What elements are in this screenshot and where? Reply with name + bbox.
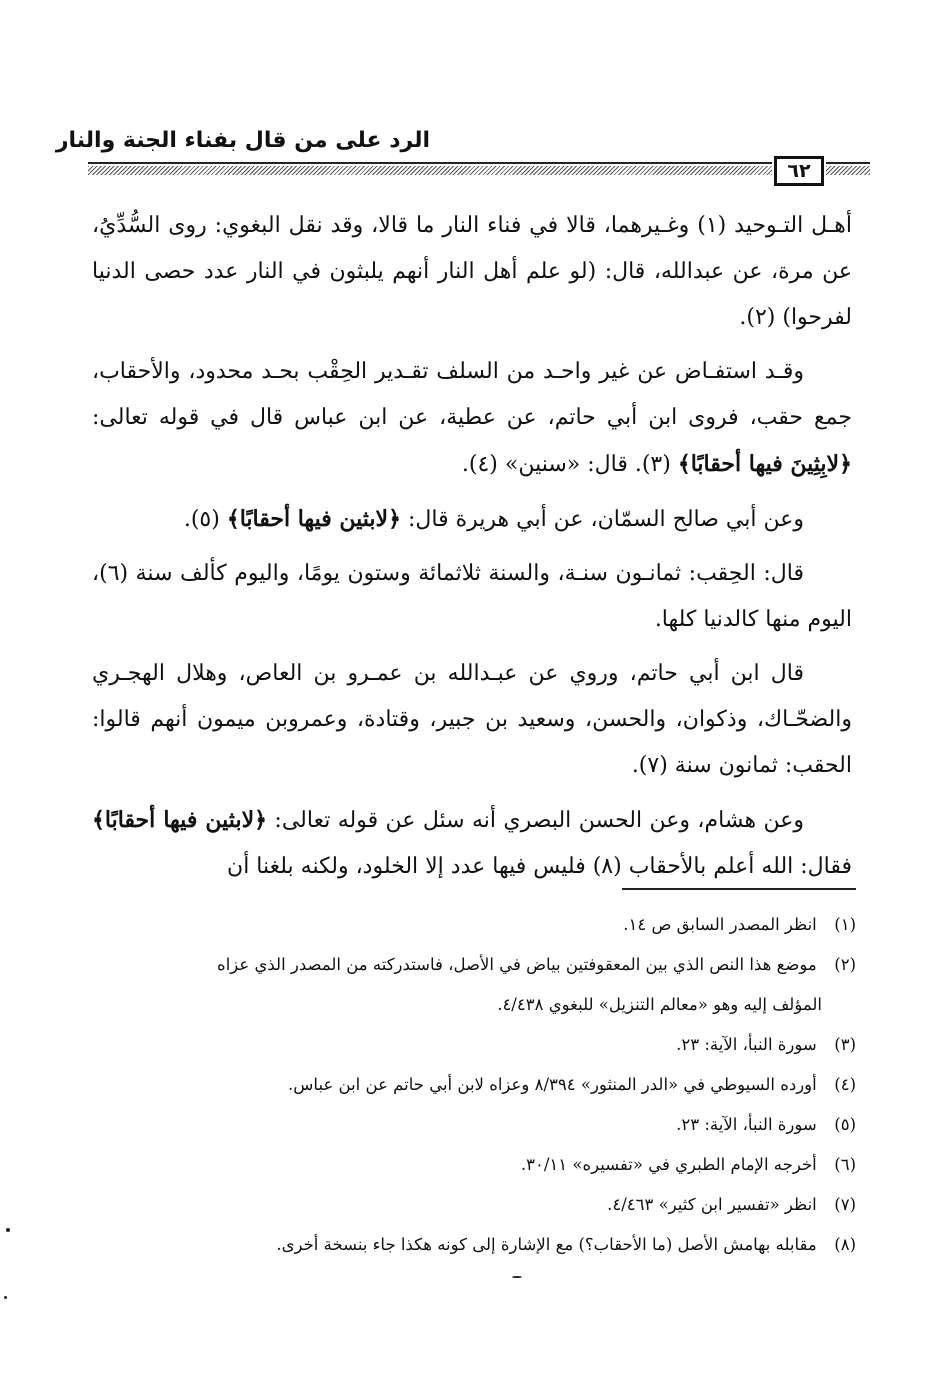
header-hatched-band bbox=[88, 166, 772, 175]
quran-quote: ﴿لابِثِينَ فيها أحقابًا﴾ bbox=[677, 451, 852, 477]
footnote-1 bbox=[150, 905, 856, 945]
paragraph-6-text: وعن هشام، وعن الحسن البصري أنه سئل عن قوله تعالى: bbox=[267, 808, 804, 833]
header-rule-right bbox=[826, 162, 870, 164]
header-hatched-band-right bbox=[826, 166, 870, 175]
footnote-number: (٣) bbox=[834, 1035, 856, 1054]
footnote-number: (١) bbox=[834, 915, 856, 934]
footnote-text: سورة النبأ، الآية: ٢٣. bbox=[676, 1115, 817, 1134]
paragraph-5: قال ابن أبي حاتم، وروي عن عبـدالله بن عمـرو بن العاص، وهلال الهجـري والضحّـاك، وذكوان، والحسن، وسعيد بن جبير، وقتادة، وعمروبن ميمون أنهم قالوا: الحقب: ثمانون سنة (٧). bbox=[92, 661, 852, 778]
footnote-2-continuation bbox=[150, 985, 856, 1025]
footnote-number: (٧) bbox=[834, 1195, 856, 1214]
footnote-text: سورة النبأ، الآية: ٢٣. bbox=[676, 1035, 817, 1054]
paragraph-3-end: (٥). bbox=[183, 507, 227, 532]
scan-speck bbox=[6, 1228, 10, 1232]
paragraph-2-text: وقـد استفـاض عن غير واحـد من السلف تقـدير الحِقْب بحـد محدود، والأحقاب، جمع حقب، فروى ابن أبي حاتم، عن عطية، عن ابن عباس قال في قوله تعالى: bbox=[92, 359, 852, 430]
paragraph-6 bbox=[92, 797, 852, 890]
footnote-3 bbox=[150, 1025, 856, 1065]
footnote-text: انظر المصدر السابق ص ١٤. bbox=[623, 915, 817, 934]
footnote-text: موضع هذا النص الذي بين المعقوفتين بياض في الأصل، فاستدركته من المصدر الذي عزاه bbox=[217, 955, 817, 974]
quran-quote: ﴿لابثين فيها أحقابًا﴾ bbox=[92, 807, 268, 833]
scan-speck bbox=[4, 1296, 7, 1299]
page-number: ٦٢ bbox=[774, 156, 824, 186]
footnote-separator bbox=[622, 888, 856, 890]
footnote-number: (٢) bbox=[834, 955, 856, 974]
footnote-number: (٤) bbox=[834, 1075, 856, 1094]
footnote-number: (٦) bbox=[834, 1155, 856, 1174]
footnote-2 bbox=[150, 945, 856, 985]
footnote-text: أورده السيوطي في «الدر المنثور» ٨/٣٩٤ وعزاه لابن أبي حاتم عن ابن عباس. bbox=[288, 1075, 817, 1094]
footnote-text: مقابله بهامش الأصل (ما الأحقاب؟) مع الإشارة إلى كونه هكذا جاء بنسخة أخرى. bbox=[276, 1235, 817, 1254]
scan-speck bbox=[512, 1276, 522, 1278]
footnote-number: (٨) bbox=[834, 1235, 856, 1254]
footnote-text: المؤلف إليه وهو «معالم التنزيل» للبغوي ٤/٤٣٨. bbox=[497, 995, 822, 1014]
footnote-text: أخرجه الإمام الطبري في «تفسيره» ٣٠/١١. bbox=[520, 1155, 817, 1174]
footnote-8 bbox=[150, 1225, 856, 1265]
running-title: الرد على من قال بفناء الجنة والنار bbox=[55, 128, 430, 153]
main-text bbox=[92, 203, 852, 898]
footnote-6 bbox=[150, 1145, 856, 1185]
footnote-number: (٥) bbox=[834, 1115, 856, 1134]
quran-quote: ﴿لابثين فيها أحقابًا﴾ bbox=[226, 506, 401, 532]
paragraph-3 bbox=[92, 496, 852, 543]
footnote-text: انظر «تفسير ابن كثير» ٤/٤٦٣. bbox=[607, 1195, 817, 1214]
footnotes bbox=[150, 905, 856, 1265]
footnote-5 bbox=[150, 1105, 856, 1145]
paragraph-1: أهـل التـوحيد (١) وغـيرهما، قالا في فناء النار ما قالا، وقد نقل البغوي: روى السُّدِّيُ، عن مرة، عن عبدالله، قال: (لو علم أهل النار أنهم يلبثون في النار عدد حصى الدنيا لفرحوا) (٢). bbox=[92, 213, 852, 330]
paragraph-4: قال: الحِقب: ثمانـون سنـة، والسنة ثلاثمائة وستون يومًا، واليوم كألف سنة (٦)، اليوم منها كالدنيا كلها. bbox=[92, 561, 852, 632]
paragraph-6-end: فقال: الله أعلم بالأحقاب (٨) فليس فيها عدد إلا الخلود، ولكنه بلغنا أن bbox=[227, 854, 852, 879]
paragraph-3-text: وعن أبي صالح السمّان، عن أبي هريرة قال: bbox=[400, 507, 804, 532]
header-rule bbox=[88, 162, 772, 164]
footnote-7 bbox=[150, 1185, 856, 1225]
paragraph-2 bbox=[92, 349, 852, 488]
paragraph-2-end: (٣). قال: «سنين» (٤). bbox=[461, 452, 678, 477]
footnote-4 bbox=[150, 1065, 856, 1105]
